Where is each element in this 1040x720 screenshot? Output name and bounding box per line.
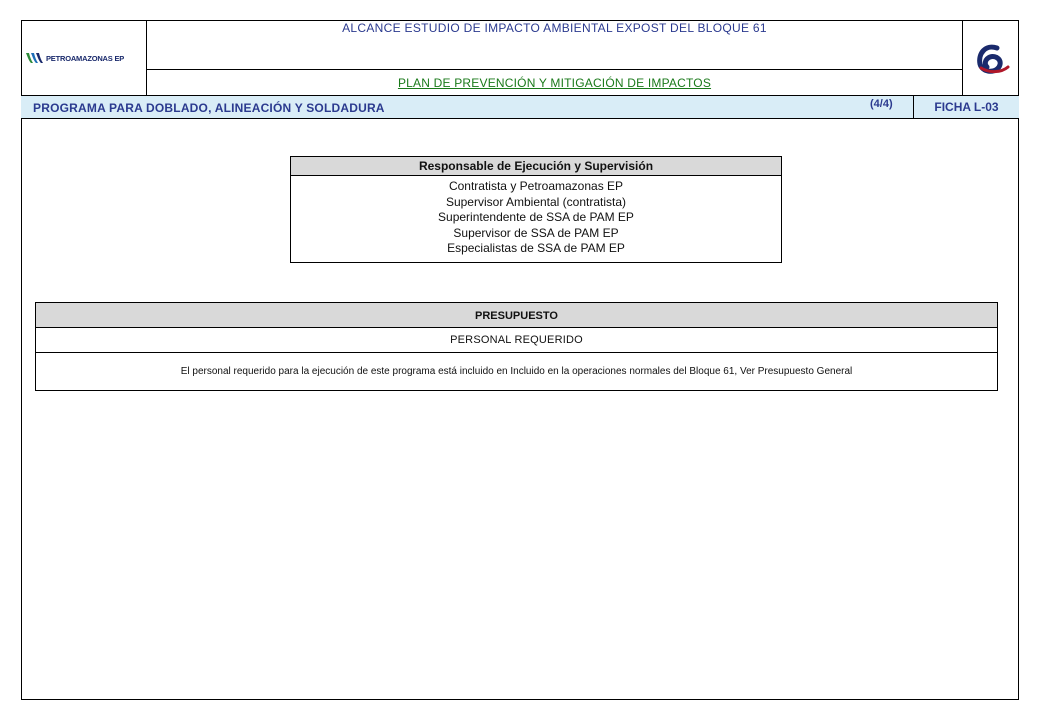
responsable-item: Supervisor de SSA de PAM EP [453,225,619,240]
document-title: ALCANCE ESTUDIO DE IMPACTO AMBIENTAL EXPOST DEL BLOQUE 61 [147,20,962,70]
document-subtitle: PLAN DE PREVENCIÓN Y MITIGACIÓN DE IMPACTOS [397,76,712,90]
responsable-item: Especialistas de SSA de PAM EP [447,241,625,255]
responsables-list [291,176,781,257]
personal-requerido-text: El personal requerido para la ejecución de este programa está incluido en Incluido en la operaciones normales del Bloque 61, Ver Presupuesto General [180,366,853,377]
responsable-item: Contratista y Petroamazonas EP [448,179,624,193]
right-logo-cell [962,20,1019,95]
logo-cell [21,20,147,95]
presupuesto-heading: PRESUPUESTO [36,303,997,328]
responsable-item: Superintendente de SSA de PAM EP [438,210,634,224]
program-title: PROGRAMA PARA DOBLADO, ALINEACIÓN Y SOLDADURA [33,101,385,115]
petroamazonas-logo [25,52,124,64]
responsables-heading: Responsable de Ejecución y Supervisión [291,157,781,176]
personal-requerido-heading: PERSONAL REQUERIDO [36,328,997,353]
company-logo-text: PETROAMAZONAS EP [46,53,125,63]
page-indicator: (4/4) [870,98,893,110]
responsable-item: Supervisor Ambiental (contratista) [445,194,627,209]
program-band [21,95,1019,119]
ficha-code: FICHA L-03 [913,96,1019,118]
consultant-logo-icon [963,20,1020,95]
responsables-table [290,156,782,263]
presupuesto-table [35,302,998,391]
petroamazonas-emblem-icon [25,52,43,64]
